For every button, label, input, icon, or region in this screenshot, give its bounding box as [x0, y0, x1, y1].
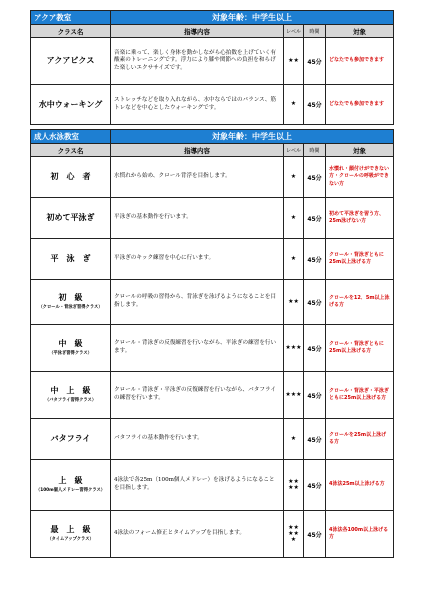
- col-time: 時間: [304, 144, 326, 157]
- col-class-name: クラス名: [31, 25, 111, 38]
- class-time: 45分: [304, 157, 326, 198]
- class-content: 4泳法のフォーム修正とタイムアップを目指します。: [111, 511, 284, 558]
- class-name-cell: [31, 198, 111, 239]
- class-subtitle: （クロール・背泳ぎ習得クラス）: [38, 305, 103, 311]
- class-target: どなたでも参加できます: [326, 38, 394, 85]
- class-level: [284, 198, 304, 239]
- level-stars: ★: [290, 434, 297, 442]
- class-content: 4泳法で各25m（100m個人メドレー）を泳げるようになることを目指します。: [111, 460, 284, 511]
- class-name: 中 級: [58, 339, 83, 349]
- class-subtitle: （バタフライ習得クラス）: [44, 398, 97, 404]
- class-content: クロールの呼吸の習得から、背泳ぎを泳げるようになることを目指します。: [111, 280, 284, 325]
- class-level: [284, 85, 304, 125]
- aqua-column-header: [31, 25, 394, 38]
- class-name-cell: [31, 460, 111, 511]
- class-name-cell: [31, 38, 111, 85]
- col-target: 対象: [326, 144, 394, 157]
- class-row: [31, 460, 394, 511]
- class-name: 中 上 級: [50, 386, 91, 396]
- class-content: バタフライの基本動作を行います。: [111, 419, 284, 460]
- class-row: [31, 38, 394, 85]
- class-name: 最 上 級: [50, 525, 91, 535]
- class-name-cell: [31, 325, 111, 372]
- class-name-cell: [31, 157, 111, 198]
- class-subtitle: （平泳ぎ習得クラス）: [49, 351, 92, 357]
- class-schedule-sheet: [30, 10, 393, 558]
- class-name: 初 級: [58, 293, 83, 303]
- class-name: 初めて平泳ぎ: [46, 213, 95, 222]
- class-time: 45分: [304, 511, 326, 558]
- class-target: 4泳法25m以上泳げる方: [326, 460, 394, 511]
- class-row: [31, 239, 394, 280]
- level-stars: ★: [290, 172, 297, 180]
- target-age: 対象年齢：中学生以上: [111, 11, 394, 25]
- class-content: 平泳ぎのキック練習を中心に行います。: [111, 239, 284, 280]
- class-row: [31, 280, 394, 325]
- class-name: 上 級: [58, 476, 83, 486]
- class-content: クロール・背泳ぎの反復練習を行いながら、平泳ぎの練習を行います。: [111, 325, 284, 372]
- col-content: 指導内容: [111, 144, 284, 157]
- class-row: [31, 372, 394, 419]
- class-row: [31, 511, 394, 558]
- class-time: 45分: [304, 325, 326, 372]
- class-name: 初 心 者: [50, 172, 91, 181]
- class-target: 4泳法各100m以上泳げる方: [326, 511, 394, 558]
- class-name: バタフライ: [50, 434, 91, 443]
- class-level: [284, 511, 304, 558]
- class-name: アクアビクス: [46, 56, 95, 65]
- class-level: [284, 38, 304, 85]
- level-stars: ★★ ★★ ★: [288, 523, 299, 544]
- level-stars: ★★★: [285, 390, 302, 398]
- class-name-cell: [31, 280, 111, 325]
- class-target: どなたでも参加できます: [326, 85, 394, 125]
- class-table: [30, 10, 394, 558]
- class-table-body: [31, 11, 394, 558]
- class-target: クロール・背泳ぎともに25m以上泳げる方: [326, 325, 394, 372]
- class-level: [284, 280, 304, 325]
- class-level: [284, 157, 304, 198]
- class-content: 平泳ぎの基本動作を行います。: [111, 198, 284, 239]
- class-content: 音楽に乗って、楽しく身体を動かしながら心拍数を上げていく有酸素のトレーニングです。浮力により膝や関節への負担を和らげた楽しいエクササイズです。: [111, 38, 284, 85]
- class-target: 水慣れ・顔付けができない方・クロールの呼吸ができない方: [326, 157, 394, 198]
- class-row: [31, 85, 394, 125]
- class-target: クロールを12．5m以上泳げる方: [326, 280, 394, 325]
- col-target: 対象: [326, 25, 394, 38]
- level-stars: ★★ ★★: [288, 477, 299, 491]
- class-level: [284, 419, 304, 460]
- class-time: 45分: [304, 372, 326, 419]
- class-content: ストレッチなどを取り入れながら、水中ならではのバランス、筋トレなどを中心としたウォーキングです。: [111, 85, 284, 125]
- class-name-cell: [31, 419, 111, 460]
- section-title: 成人水泳教室: [31, 130, 111, 144]
- level-stars: ★★: [288, 297, 299, 305]
- col-time: 時間: [304, 25, 326, 38]
- class-subtitle: （100m個人メドレー習得クラス）: [35, 488, 106, 494]
- adult-column-header: [31, 144, 394, 157]
- aqua-section-header: [31, 11, 394, 25]
- class-name-cell: [31, 239, 111, 280]
- col-content: 指導内容: [111, 25, 284, 38]
- class-content: クロール・背泳ぎ・平泳ぎの反復練習を行いながら、バタフライの練習を行います。: [111, 372, 284, 419]
- class-time: 45分: [304, 38, 326, 85]
- class-target: クロール・背泳ぎ・平泳ぎともに25m以上泳げる方: [326, 372, 394, 419]
- class-time: 45分: [304, 85, 326, 125]
- class-target: クロールを25m以上泳げる方: [326, 419, 394, 460]
- class-time: 45分: [304, 239, 326, 280]
- col-class-name: クラス名: [31, 144, 111, 157]
- class-row: [31, 198, 394, 239]
- level-stars: ★★: [288, 56, 299, 64]
- class-name-cell: [31, 372, 111, 419]
- class-row: [31, 419, 394, 460]
- class-time: 45分: [304, 198, 326, 239]
- class-row: [31, 325, 394, 372]
- col-level: レベル: [284, 25, 304, 38]
- class-row: [31, 157, 394, 198]
- class-level: [284, 325, 304, 372]
- level-stars: ★: [290, 213, 297, 221]
- adult-section-header: [31, 130, 394, 144]
- class-content: 水慣れから始め、クロール背浮を目指します。: [111, 157, 284, 198]
- class-time: 45分: [304, 419, 326, 460]
- class-target: クロール・背泳ぎともに25m以上泳げる方: [326, 239, 394, 280]
- level-stars: ★★★: [285, 343, 302, 351]
- class-time: 45分: [304, 460, 326, 511]
- target-age: 対象年齢：中学生以上: [111, 130, 394, 144]
- class-level: [284, 460, 304, 511]
- level-stars: ★: [290, 254, 297, 262]
- class-level: [284, 372, 304, 419]
- col-level: レベル: [284, 144, 304, 157]
- level-stars: ★: [290, 100, 297, 108]
- class-target: 初めて平泳ぎを習う方、25m泳げない方: [326, 198, 394, 239]
- class-name-cell: [31, 511, 111, 558]
- class-subtitle: （タイムアップクラス）: [47, 537, 94, 543]
- class-name: 水中ウォーキング: [38, 99, 103, 109]
- class-level: [284, 239, 304, 280]
- class-time: 45分: [304, 280, 326, 325]
- class-name-cell: [31, 85, 111, 125]
- class-name: 平 泳 ぎ: [50, 254, 91, 263]
- section-title: アクア教室: [31, 11, 111, 25]
